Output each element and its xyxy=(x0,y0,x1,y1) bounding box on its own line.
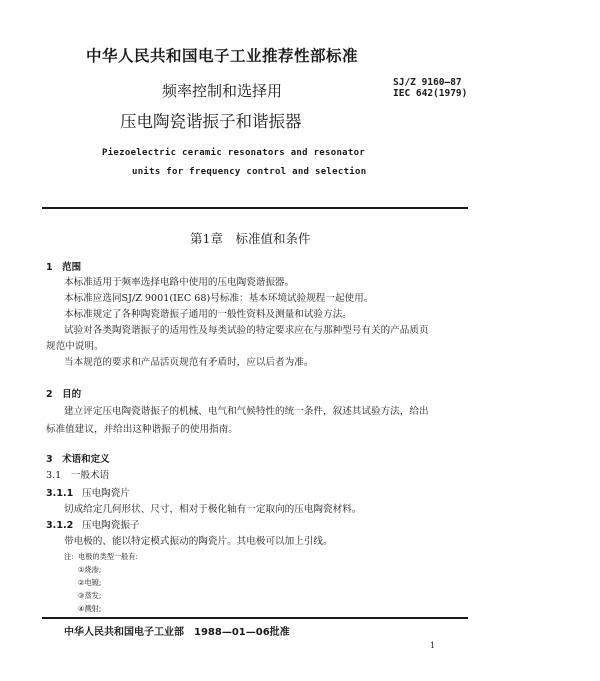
note-intro: 电极的类型一般有: xyxy=(78,552,138,561)
doc-title-line1: 频率控制和选择用 xyxy=(162,82,283,100)
section-1-para-4a: 试验对各类陶瓷谐振子的适用性及每类试验的特定要求应在与那种型号有关的产品质页 xyxy=(64,325,429,336)
note-item: ③蒸发; xyxy=(78,591,102,600)
section-1-para-3: 本标准规定了各种陶瓷谐振子通用的一般性资料及测量和试验方法。 xyxy=(64,309,352,320)
section-1-para-5: 当本规范的要求和产品活页规范有矛盾时，应以后者为准。 xyxy=(64,357,314,368)
page-number: 1 xyxy=(430,641,436,650)
note-item: ①烧渗; xyxy=(78,565,102,574)
english-title-line2: units for frequency control and selection xyxy=(132,167,367,177)
note-item: ②电镀; xyxy=(78,578,102,587)
section-3-1-1-title: 压电陶瓷片 xyxy=(82,488,130,499)
section-3-1-1-text: 切成给定几何形状、尺寸，相对于极化轴有一定取向的压电陶瓷材料。 xyxy=(64,504,362,515)
section-1-para-2: 本标准应选同SJ/Z 9001(IEC 68)号标准：基本环境试验规程一起使用。 xyxy=(64,293,374,304)
footer-divider xyxy=(42,617,468,619)
header-divider xyxy=(42,207,468,209)
iec-code: IEC 642(1979) xyxy=(393,88,468,99)
section-1-para-1: 本标准适用于频率选择电路中使用的压电陶瓷谐振器。 xyxy=(64,277,295,288)
section-3-1-2-number: 3.1.2 xyxy=(46,520,74,531)
section-1-para-4b: 规范中说明。 xyxy=(46,341,104,352)
section-2-para-1b: 标准值建议，并给出这种谐振子的使用指南。 xyxy=(46,424,238,435)
note-item: ④溅射; xyxy=(78,604,102,613)
section-3-1-heading: 3.1 一般术语 xyxy=(46,470,110,481)
note-label: 注: xyxy=(64,552,74,561)
section-3-1-1-number: 3.1.1 xyxy=(46,488,74,499)
section-3-heading: 3 术语和定义 xyxy=(46,454,110,465)
org-header: 中华人民共和国电子工业推荐性部标准 xyxy=(86,47,359,65)
section-2-heading: 2 目的 xyxy=(46,389,82,400)
section-3-1-2-title: 压电陶瓷振子 xyxy=(82,520,140,531)
english-title-line1: Piezoelectric ceramic resonators and resonator xyxy=(102,148,366,158)
chapter-title: 第1章 标准值和条件 xyxy=(190,231,311,246)
section-2-para-1a: 建立评定压电陶瓷谐振子的机械、电气和气候特性的统一条件，叙述其试验方法，给出 xyxy=(64,406,429,417)
approval-line: 中华人民共和国电子工业部 1988—01—06批准 xyxy=(64,627,290,638)
standard-code: SJ/Z 9160—87 xyxy=(393,77,462,88)
section-3-1-2-text: 带电极的、能以特定模式振动的陶瓷片。其电极可以加上引线。 xyxy=(64,536,333,547)
doc-title-line2: 压电陶瓷谐振子和谐振器 xyxy=(120,112,302,131)
section-1-heading: 1 范围 xyxy=(46,262,82,273)
